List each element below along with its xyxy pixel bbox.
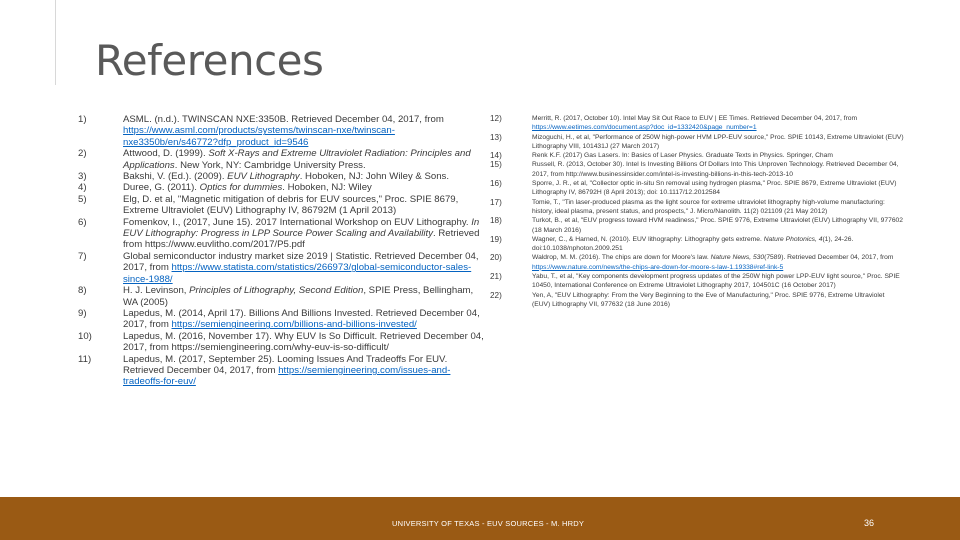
- reference-text: [123, 148, 488, 171]
- reference-text-segment: Lapedus, M. (2017, September 25). Looming Issues And Tradeoffs For EUV. Retrieved December 04, 2017, from: [123, 353, 448, 376]
- reference-text: [532, 133, 904, 152]
- reference-text: [123, 114, 488, 148]
- reference-text-segment: Global semiconductor industry market size 2019 | Statistic. Retrieved December 04, 2017, from: [123, 250, 479, 274]
- reference-number: 3): [78, 171, 87, 183]
- reference-text: [532, 160, 904, 179]
- reference-link[interactable]: https://www.eetimes.com/document.asp?doc_id=1332420&page_number=1: [532, 124, 757, 132]
- reference-text-segment: (7589). Retrieved December 04, 2017, from: [764, 254, 894, 262]
- reference-text-segment: . Retrieved from https://www.euvlitho.com/2017/P5.pdf: [123, 228, 480, 251]
- reference-text-segment: Mizoguchi, H., et al, "Performance of 250W high-power HVM LPP-EUV source," Proc. SPIE 10143, Extreme Ultraviolet (EUV) Lithography VIII, 101431J (27 March 2017): [532, 133, 904, 150]
- reference-item: [490, 198, 904, 217]
- reference-link[interactable]: https://www.nature.com/news/the-chips-are-down-for-moore-s-law-1.19338#ref-link-5: [532, 263, 784, 271]
- reference-text: [532, 151, 904, 160]
- reference-text: [532, 216, 904, 235]
- reference-italic-title: In EUV Lithography: Progress in LPP Source Power Scaling and Availability: [123, 216, 480, 240]
- reference-text-segment: Turkot, B., et al, "EUV progress toward HVM readiness," Proc. SPIE 9776, Extreme Ultraviolet (EUV) Lithography VII, 977602 (18 March 2016): [532, 217, 903, 234]
- reference-text-segment: Duree, G. (2011).: [123, 182, 200, 194]
- reference-item: [78, 114, 488, 148]
- reference-number: 15): [490, 160, 502, 170]
- reference-number: 11): [78, 353, 92, 365]
- reference-text: [123, 285, 488, 308]
- reference-italic-title: Principles of Lithography, Second Edition: [189, 285, 364, 297]
- reference-text-segment: Waldrop, M. M. (2016). The chips are down for Moore's law.: [532, 254, 711, 262]
- footer-text: UNIVERSITY OF TEXAS - EUV SOURCES - M. HRDY: [392, 519, 585, 528]
- reference-link[interactable]: https://semiengineering.com/issues-and-tradeoffs-for-euv/: [123, 364, 451, 388]
- reference-item: [78, 217, 488, 251]
- reference-number: 2): [78, 148, 87, 160]
- reference-text: [532, 272, 904, 291]
- reference-number: 14): [490, 151, 502, 161]
- reference-number: 18): [490, 216, 502, 226]
- reference-text-segment: . New York, NY: Cambridge University Press.: [174, 159, 366, 171]
- reference-number: 6): [78, 216, 87, 228]
- reference-text-segment: Russell, R. (2013, October 30). Intel Is Investing Billions Of Dollars Into This Unproven Technology. Retrieved December 04, 2017, from http://www.businessinsider.com/intel-is-investing-billions-in-this-tech-2013-10: [532, 161, 899, 178]
- reference-item: [78, 285, 488, 308]
- reference-item: [490, 216, 904, 235]
- reference-italic-title: Nature News, 530: [710, 254, 765, 262]
- reference-text: [532, 198, 904, 217]
- reference-item: [78, 251, 488, 285]
- reference-number: 19): [490, 234, 502, 244]
- reference-number: 4): [78, 182, 87, 194]
- reference-item: [490, 114, 904, 133]
- references-left-column: [78, 114, 488, 388]
- reference-text-segment: H. J. Levinson,: [123, 285, 190, 297]
- page-title: References: [95, 36, 324, 85]
- reference-text: [123, 354, 488, 388]
- reference-text-segment: (1), 24-26. doi:10.1038/nphoton.2009.251: [532, 235, 854, 253]
- reference-item: [78, 148, 488, 171]
- reference-text: [123, 182, 488, 193]
- reference-italic-title: Optics for dummies: [199, 182, 283, 194]
- reference-text-segment: ASML. (n.d.). TWINSCAN NXE:3350B. Retrieved December 04, 2017, from: [123, 114, 444, 125]
- reference-item: [490, 291, 904, 310]
- reference-text: [123, 171, 488, 182]
- reference-text: [532, 253, 904, 272]
- reference-item: [78, 171, 488, 182]
- reference-text: [123, 251, 488, 285]
- reference-text: [532, 114, 904, 133]
- reference-item: [78, 194, 488, 217]
- reference-link[interactable]: https://www.asml.com/products/systems/twinscan-nxe/twinscan-nxe3350b/en/s46772?dfp_product_id=9546: [123, 125, 395, 148]
- reference-text: [123, 331, 488, 354]
- reference-italic-title: Nature Photonics, 4: [763, 235, 823, 243]
- reference-link[interactable]: https://semiengineering.com/billions-and-billions-invested/: [171, 319, 417, 331]
- title-divider: [0, 0, 56, 85]
- reference-text-segment: Bakshi, V. (Ed.). (2009).: [123, 171, 228, 183]
- reference-number: 22): [490, 290, 502, 300]
- reference-number: 10): [78, 330, 92, 342]
- reference-text-segment: , SPIE Press, Bellingham, WA (2005): [123, 285, 474, 308]
- reference-number: 8): [78, 285, 87, 297]
- reference-number: 21): [490, 272, 502, 282]
- reference-text-segment: Elg, D. et al, "Magnetic mitigation of debris for EUV sources," Proc. SPIE 8679, Extreme Ultraviolet (EUV) Lithography IV, 86792M (1 April 2013): [123, 193, 459, 217]
- reference-number: 9): [78, 307, 87, 319]
- reference-number: 12): [490, 114, 502, 123]
- references-right-column: [490, 114, 904, 309]
- reference-text-segment: Yabu, T., et al, "Key components development progress updates of the 250W high power LPP-EUV light source," Proc. SPIE 10450, International Conference on Extreme Ultraviolet Lithography 2017, 104501C (16 October 2017): [532, 273, 900, 290]
- reference-text: [532, 179, 904, 198]
- reference-text: [532, 291, 904, 310]
- reference-number: 1): [78, 114, 87, 125]
- reference-text: [123, 308, 488, 331]
- reference-item: [490, 179, 904, 198]
- reference-text-segment: . Hoboken, NJ: Wiley: [282, 182, 372, 194]
- reference-text-segment: Lapedus, M. (2016, November 17). Why EUV Is So Difficult. Retrieved December 04, 2017, from https://semiengineering.com/why-euv-is-so-difficult/: [123, 330, 484, 354]
- reference-text: [123, 194, 488, 217]
- page-number: 36: [864, 518, 875, 528]
- reference-item: [78, 308, 488, 331]
- reference-text-segment: Yen, A, "EUV Lithography: From the Very Beginning to the Eve of Manufacturing," Proc. SPIE 9776, Extreme Ultraviolet (EUV) Lithography VII, 977632 (18 June 2016): [532, 291, 885, 308]
- reference-text: [532, 235, 904, 254]
- reference-text-segment: . Hoboken, NJ: John Wiley & Sons.: [299, 171, 450, 183]
- reference-item: [490, 151, 904, 160]
- reference-text-segment: Attwood, D. (1999).: [123, 148, 209, 160]
- reference-item: [490, 272, 904, 291]
- reference-text-segment: Sporre, J. R., et al, "Collector optic in-situ Sn removal using hydrogen plasma," Proc. SPIE 8679, Extreme Ultraviolet (EUV) Lithography IV, 86792H (8 April 2013); doi: 10.1117/12.2012584: [532, 180, 897, 197]
- reference-item: [78, 182, 488, 193]
- reference-item: [490, 235, 904, 254]
- reference-link[interactable]: https://www.statista.com/statistics/266973/global-semiconductor-sales-since-1988/: [123, 262, 472, 285]
- reference-text: [123, 217, 488, 251]
- reference-text-segment: Lapedus, M. (2014, April 17). Billions And Billions Invested. Retrieved December 04, 2017, from: [123, 307, 480, 331]
- reference-number: 13): [490, 132, 502, 142]
- reference-number: 20): [490, 253, 502, 263]
- reference-text-segment: Renk K.F. (2017) Gas Lasers. In: Basics of Laser Physics. Graduate Texts in Physics. Springer, Cham: [532, 152, 833, 160]
- reference-number: 16): [490, 179, 502, 189]
- reference-item: [490, 253, 904, 272]
- reference-number: 17): [490, 197, 502, 207]
- reference-item: [78, 331, 488, 354]
- reference-italic-title: Soft X-Rays and Extreme Ultraviolet Radiation: Principles and Applications: [123, 148, 471, 171]
- reference-text-segment: Fomenkov, I., (2017, June 15). 2017 International Workshop on EUV Lithography.: [123, 216, 472, 228]
- reference-number: 7): [78, 250, 87, 262]
- reference-text-segment: Tomie, T., "Tin laser-produced plasma as the light source for extreme ultraviolet lithography high-volume manufacturing: history, ideal plasma, present status, and prospects," J. Micro/Nanolith. 11(2) 021109 (21 May 2012): [532, 198, 885, 215]
- reference-text-segment: Wagner, C., & Harned, N. (2010). EUV lithography: Lithography gets extreme.: [532, 235, 764, 243]
- reference-item: [490, 133, 904, 152]
- reference-text-segment: Merritt, R. (2017, October 10). Intel May Sit Out Race to EUV | EE Times. Retrieved December 04, 2017, from: [532, 115, 858, 122]
- reference-italic-title: EUV Lithography: [227, 171, 300, 183]
- reference-item: [78, 354, 488, 388]
- reference-number: 5): [78, 193, 87, 205]
- reference-item: [490, 160, 904, 179]
